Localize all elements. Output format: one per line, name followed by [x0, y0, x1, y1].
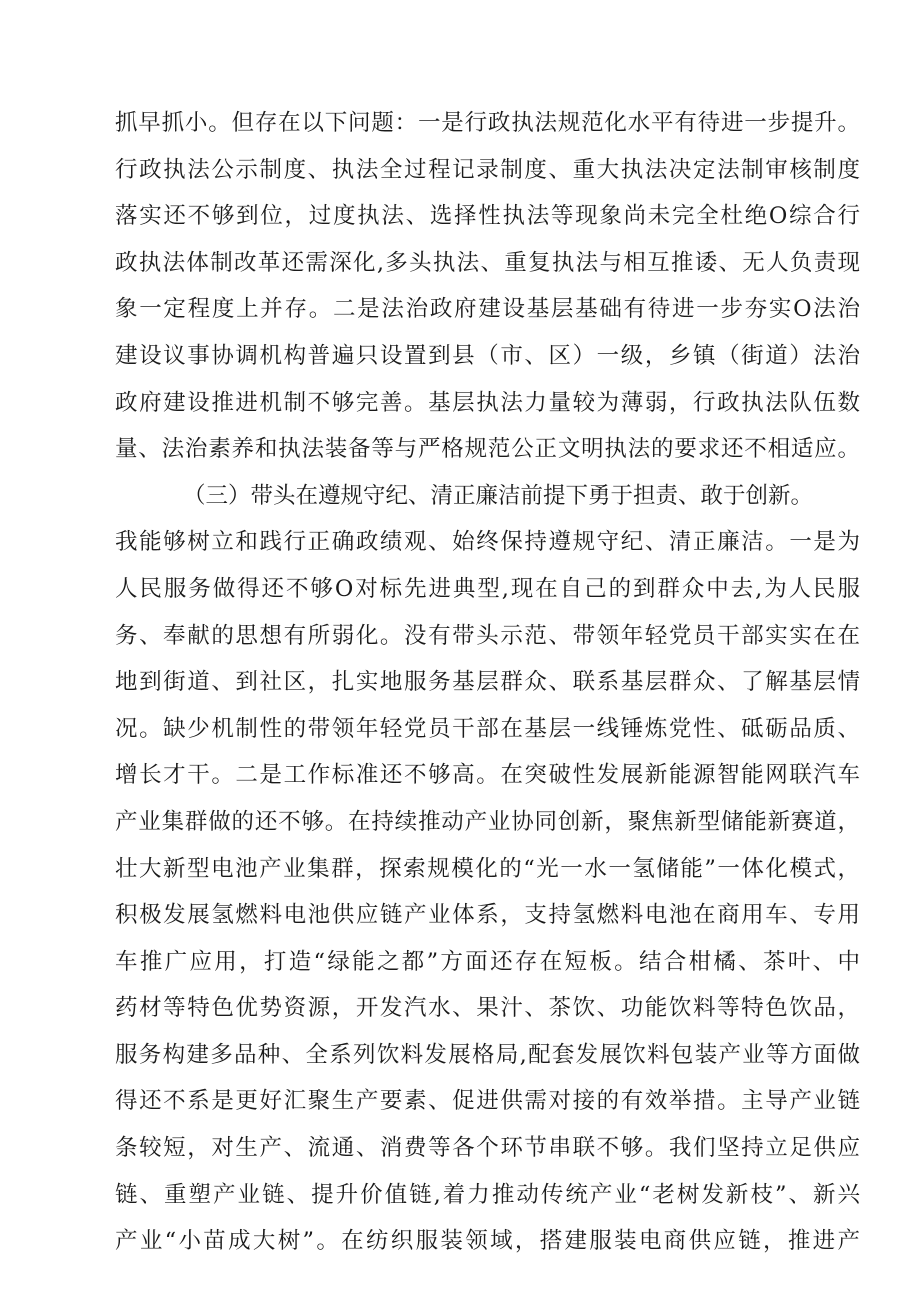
text-line: 积极发展氢燃料电池供应链产业体系，支持氢燃料电池在商用车、专用: [115, 902, 860, 929]
text-line: 药材等特色优势资源，开发汽水、果汁、茶饮、功能饮料等特色饮品，: [115, 995, 860, 1022]
text-line: 得还不系是更好汇聚生产要素、促进供需对接的有效举措。主导产业链: [115, 1088, 860, 1115]
text-line: 壮大新型电池产业集群，探索规模化的“光一水一氢储能”一体化模式，: [115, 855, 860, 882]
text-line: 象一定程度上并存。二是法治政府建设基层基础有待进一步夯实O法治: [115, 296, 860, 323]
text-line: 车推广应用，打造“绿能之都”方面还存在短板。结合柑橘、茶叶、中: [115, 948, 860, 975]
text-line: 落实还不够到位，过度执法、选择性执法等现象尚未完全杜绝O综合行: [115, 203, 860, 230]
text-line: 抓早抓小。但存在以下问题：一是行政执法规范化水平有待进一步提升。: [115, 110, 860, 136]
text-line: 链、重塑产业链、提升价值链,着力推动传统产业“老树发新枝”、新兴: [115, 1181, 860, 1208]
text-line: 条较短，对生产、流通、消费等各个环节串联不够。我们坚持立足供应: [115, 1135, 860, 1162]
body-text: [115, 100, 860, 1265]
text-line: 量、法治素养和执法装备等与严格规范公正文明执法的要求还不相适应。: [115, 436, 860, 463]
text-line: 产业集群做的还不够。在持续推动产业协同创新，聚焦新型储能新赛道，: [115, 808, 860, 835]
text-line: 务、奉献的思想有所弱化。没有带头示范、带领年轻党员干部实实在在: [115, 622, 860, 649]
text-line: 政府建设推进机制不够完善。基层执法力量较为薄弱，行政执法队伍数: [115, 389, 860, 416]
text-line: 况。缺少机制性的带领年轻党员干部在基层一线锤炼党性、砥砺品质、: [115, 715, 860, 742]
text-line: 服务构建多品种、全系列饮料发展格局,配套发展饮料包装产业等方面做: [115, 1041, 860, 1068]
text-line: 人民服务做得还不够O对标先进典型,现在自己的到群众中去,为人民服: [115, 575, 860, 602]
text-line: 我能够树立和践行正确政绩观、始终保持遵规守纪、清正廉洁。一是为: [115, 529, 860, 556]
text-line: 建设议事协调机构普遍只设置到县（市、区）一级，乡镇（街道）法治: [115, 342, 860, 369]
text-line: 产业“小苗成大树”。在纺织服装领域，搭建服装电商供应链，推进产: [115, 1228, 860, 1255]
text-line: 地到街道、到社区，扎实地服务基层群众、联系基层群众、了解基层情: [115, 669, 860, 696]
section-heading-line: （三）带头在遵规守纪、清正廉洁前提下勇于担责、敢于创新。: [183, 482, 814, 509]
text-line: 行政执法公示制度、执法全过程记录制度、重大执法决定法制审核制度: [115, 156, 860, 183]
text-line: 增长才干。二是工作标准还不够高。在突破性发展新能源智能网联汽车: [115, 762, 860, 789]
text-line: 政执法体制改革还需深化,多头执法、重复执法与相互推诿、无人负责现: [115, 249, 860, 276]
